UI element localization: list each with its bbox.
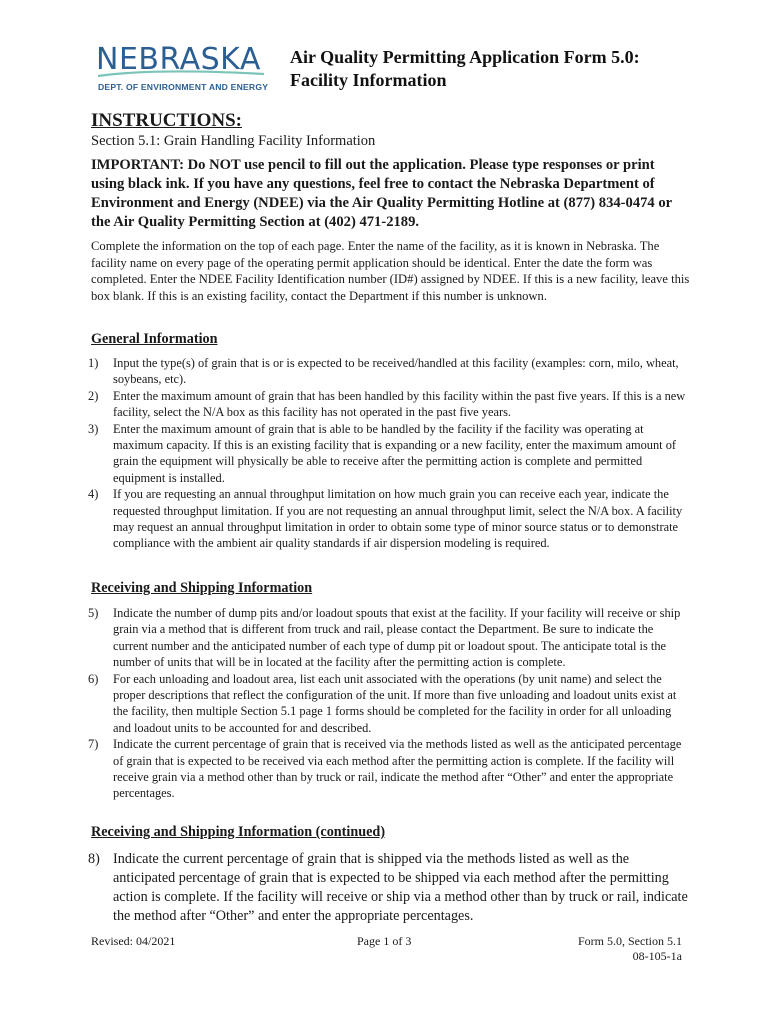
logo-swoosh-icon [96, 68, 266, 80]
receiving-shipping-heading: Receiving and Shipping Information [91, 580, 313, 596]
item-text: Indicate the number of dump pits and/or loadout spouts that exist at the facility. If your facility will receive or ship grain via a method that is different from truck and rail, please contact the Department. Be sure to indicate the current number and the anticipated number of each type of dump pit or loadout spout. The anticipate total is the number of units that will be in located at the facility after the permitting action is complete. [113, 606, 681, 670]
item-number: 5) [88, 606, 99, 620]
instructions-heading: INSTRUCTIONS: [91, 110, 242, 131]
list-item [88, 736, 691, 802]
item-text: Indicate the current percentage of grain that is received via the methods listed as well as the anticipated percentage of grain that is expected to be received via each method after the permitting action is complete. If the facility will receive grain via a method other than by truck or rail, indicate the method after “Other” and enter the appropriate percentages. [113, 737, 682, 801]
revised-date: Revised: 04/2021 [91, 934, 176, 948]
form-title-line1: Air Quality Permitting Application Form 5.0: [290, 47, 640, 67]
item-number: 3) [88, 421, 99, 436]
item-text: If you are requesting an annual throughput limitation on how much grain you can receive each year, indicate the requested throughput limitation. If you are not requesting an annual throughput limit, select the N/A box. A facility may request an annual throughput limitation in order to obtain some type of minor source status or to demonstrate compliance with the ambient air quality standards if air dispersion modeling is required. [113, 487, 683, 551]
important-notice: IMPORTANT: Do NOT use pencil to fill out the application. Please type responses or print using black ink. If you have any questions, feel free to contact the Nebraska Department of Environment and Energy (NDEE) via the Air Quality Permitting Hotline at (877) 834-0474 or the Air Quality Permitting Section at (402) 471-2189. [91, 157, 672, 230]
receiving-shipping-list [88, 605, 691, 802]
item-number: 8) [88, 851, 100, 867]
list-item [88, 671, 691, 737]
intro-paragraph: Complete the information on the top of each page. Enter the name of the facility, as it is known in Nebraska. The facility name on every page of the operating permit application should be identical. Enter the date the form was completed. Enter the NDEE Facility Identification number (ID#) assigned by NDEE. If this is a new facility, leave this box blank. If this is an existing facility, contact the Department if this number is unknown. [91, 239, 690, 303]
receiving-shipping-continued-heading: Receiving and Shipping Information (continued) [91, 824, 386, 840]
list-item [88, 850, 691, 926]
section-label: Section 5.1: Grain Handling Facility Information [91, 133, 376, 149]
receiving-shipping-continued-list [88, 850, 691, 926]
ndee-logo [96, 44, 272, 96]
general-info-list [88, 355, 691, 552]
item-text: Enter the maximum amount of grain that is able to be handled by the facility if the facility was operating at maximum capacity. If this is an existing facility that is expanding or a new facility, enter the maximum amount of grain the equipment will physically be able to receive after the permitting action is complete and permitted equipment is installed. [113, 421, 677, 485]
logo-subtitle: DEPT. OF ENVIRONMENT AND ENERGY [98, 82, 269, 92]
form-number: 08-105-1a [632, 949, 682, 963]
form-section-label: Form 5.0, Section 5.1 [578, 934, 682, 948]
list-item [88, 388, 691, 421]
form-title-line2: Facility Information [290, 70, 447, 90]
logo-wordmark: NEBRASKA [96, 42, 261, 77]
item-text: Indicate the current percentage of grain that is shipped via the methods listed as well as the anticipated percentage of grain that is expected to be shipped via each method after the permitting action is complete. If the facility will receive or ship via a method other than by truck or rail, indicate the method after “Other” and enter the appropriate percentages. [113, 851, 688, 924]
item-text: For each unloading and loadout area, list each unit associated with the operations (by unit name) and select the proper descriptions that reflect the configuration of the unit. If more than five unloading and loadout units exist at the facility, then multiple Section 5.1 page 1 forms should be completed for the facility in order for all unloading and loadout units to be accounted for and described. [113, 671, 677, 735]
item-number: 2) [88, 388, 99, 403]
list-item [88, 421, 691, 487]
item-text: Enter the maximum amount of grain that has been handled by this facility within the past five years. If this is a new facility, select the N/A box as this facility has not operated in the past five years. [113, 388, 686, 420]
item-text: Input the type(s) of grain that is or is expected to be received/handled at this facility (examples: corn, milo, wheat, soybeans, etc). [113, 356, 679, 387]
list-item [88, 486, 691, 552]
form-title [290, 46, 640, 92]
item-number: 7) [88, 737, 99, 752]
general-info-heading: General Information [91, 331, 218, 347]
item-number: 1) [88, 356, 99, 370]
list-item [88, 355, 691, 388]
item-number: 4) [88, 487, 99, 502]
list-item [88, 605, 691, 671]
item-number: 6) [88, 671, 99, 686]
form-identifier [578, 934, 682, 964]
page-number: Page 1 of 3 [357, 934, 412, 948]
